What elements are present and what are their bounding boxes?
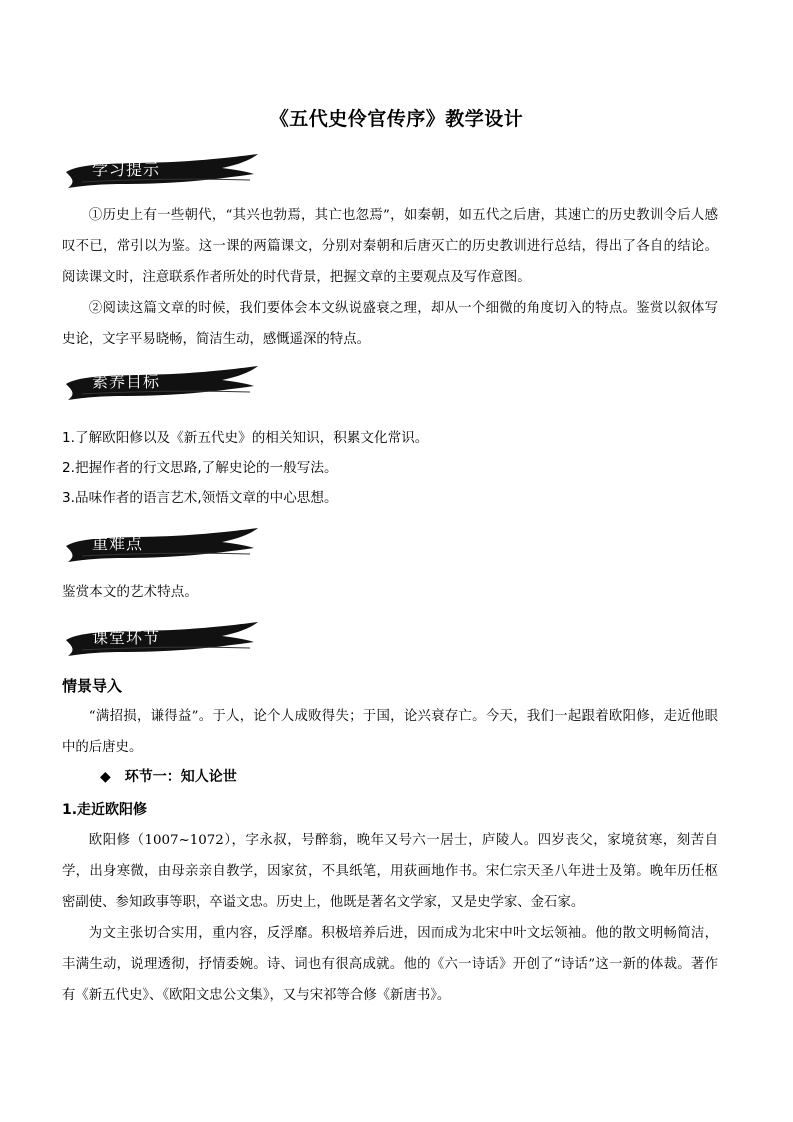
sub-heading-ouyangxiu: 1.走近欧阳修 — [62, 802, 148, 818]
tips-paragraph-2: ②阅读这篇文章的时候，我们要体会本文纵说盛衰之理，却从一个细微的角度切入的特点。鉴赏以叙体写史论，文字平易晓畅，简洁生动，感慨遥深的特点。 — [62, 301, 718, 347]
goal-item-2: 2.把握作者的行文思路,了解史论的一般写法。 — [62, 460, 338, 476]
intro-heading: 情景导入 — [62, 677, 123, 695]
keypoints-text: 鉴赏本文的艺术特点。 — [62, 584, 198, 600]
section-heading-label: 素养目标 — [92, 372, 161, 391]
section-heading-label: 重难点 — [92, 534, 144, 553]
goal-item-3: 3.品味作者的语言艺术,领悟文章的中心思想。 — [62, 490, 338, 506]
section-heading-label: 课堂环节 — [92, 628, 161, 647]
goal-item-1: 1.了解欧阳修以及《新五代史》的相关知识，积累文化常识。 — [62, 430, 429, 446]
step1-heading — [100, 766, 237, 786]
tips-paragraph-1: ①历史上有一些朝代，“其兴也勃焉，其亡也忽焉”，如秦朝，如五代之后唐，其速亡的历史教训令后人感叹不已，常引以为鉴。这一课的两篇课文，分别对秦朝和后唐灭亡的历史教训进行总结，得出了各自的结论。阅读课文时，注意联系作者所处的时代背景，把握文章的主要观点及写作意图。 — [62, 208, 718, 285]
document-title: 《五代史伶官传序》教学设计 — [269, 108, 524, 130]
section-heading-tips — [62, 150, 262, 190]
diamond-bullet-icon: ◆ — [100, 769, 111, 785]
section-heading-keypoints — [62, 524, 262, 564]
section-heading-label: 学习提示 — [92, 160, 161, 179]
bio-paragraph-2: 为文主张切合实用，重内容，反浮靡。积极培养后进，因而成为北宋中叶文坛领袖。他的散文明畅简洁，丰满生动，说理透彻，抒情委婉。诗、词也有很高成就。他的《六一诗话》开创了“诗话”这一新的体裁。著作有《新五代史》、《欧阳文忠公文集》，又与宋祁等合修《新唐书》。 — [62, 926, 718, 1003]
intro-paragraph: “满招损，谦得益”。于人，论个人成败得失；于国，论兴衰存亡。今天，我们一起跟着欧阳修，走近他眼中的后唐史。 — [62, 709, 718, 755]
section-heading-goals — [62, 362, 262, 402]
section-heading-process — [62, 618, 262, 658]
bio-paragraph-1: 欧阳修（1007~1072），字永叔，号醉翁，晚年又号六一居士，庐陵人。四岁丧父，家境贫寒，刻苦自学，出身寒微，由母亲亲自教学，因家贫，不具纸笔，用荻画地作书。宋仁宗天圣八年进士及第。晚年历任枢密副使、参知政事等职，卒谥文忠。历史上，他既是著名文学家，又是史学家、金石家。 — [62, 833, 718, 910]
step1-heading-label: 环节一：知人论世 — [124, 769, 237, 785]
